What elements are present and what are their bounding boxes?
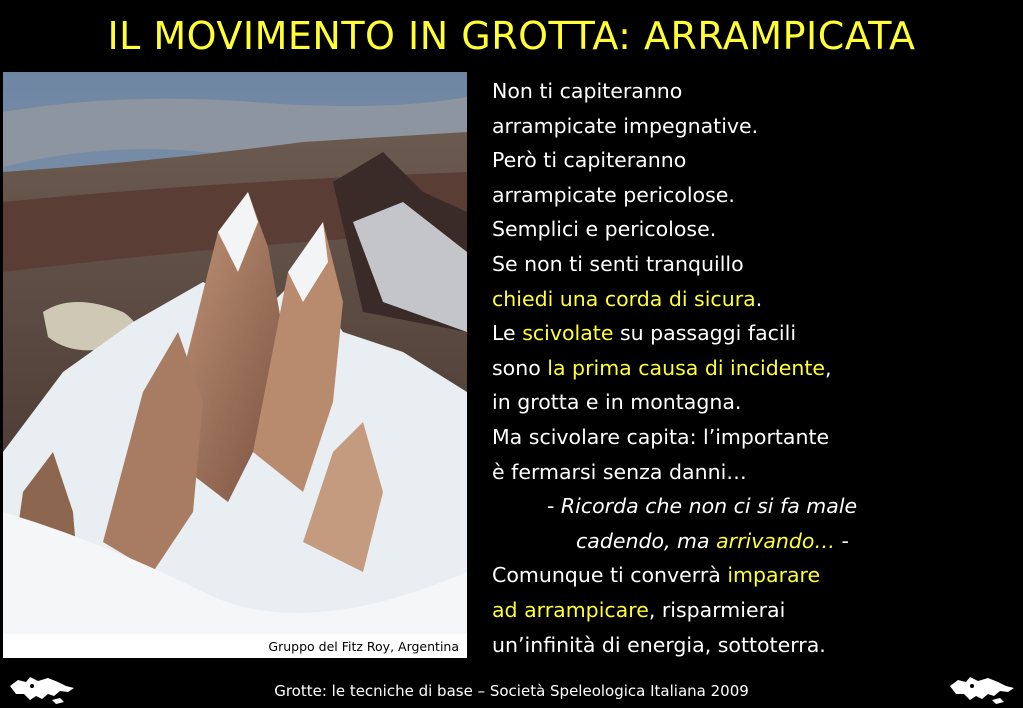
- text-line: [492, 316, 1012, 351]
- text-fragment: Comunque ti converrà: [492, 563, 728, 588]
- italy-map-logo-right-icon: [948, 672, 1018, 706]
- photo-frame: [3, 72, 467, 658]
- text-fragment: -: [547, 494, 561, 519]
- highlight-text: arrivando…: [716, 528, 835, 553]
- text-line: Ma scivolare capita: l’importante: [492, 424, 830, 449]
- body-text: [492, 74, 1012, 662]
- mountain-photo: [3, 72, 467, 634]
- text-line: [492, 593, 1012, 628]
- highlight-text: chiedi una corda di sicura: [492, 286, 756, 311]
- text-line: Semplici e pericolose.: [492, 217, 717, 242]
- text-line: è fermarsi senza danni…: [492, 459, 747, 484]
- text-line: [492, 282, 1012, 317]
- text-fragment: su passaggi facili: [613, 321, 797, 346]
- text-fragment: -: [834, 528, 849, 553]
- text-line: Se non ti senti tranquillo: [492, 251, 744, 276]
- text-line: Però ti capiteranno: [492, 148, 687, 173]
- highlight-text: ad arrampicare: [492, 597, 649, 622]
- slide-title: IL MOVIMENTO IN GROTTA: ARRAMPICATA: [107, 14, 916, 58]
- text-line: in grotta e in montagna.: [492, 390, 742, 415]
- text-fragment: Le: [492, 321, 523, 346]
- highlight-text: imparare: [727, 563, 821, 588]
- photo-caption: Gruppo del Fitz Roy, Argentina: [268, 639, 459, 654]
- text-line: Non ti capiteranno: [492, 79, 683, 103]
- text-fragment: .: [755, 286, 763, 311]
- highlight-text: la prima causa di incidente: [547, 355, 825, 380]
- text-fragment: , risparmierai: [648, 597, 786, 622]
- italic-text: Ricorda che non ci si fa male: [560, 494, 858, 519]
- text-line: [492, 489, 1012, 524]
- highlight-text: scivolate: [522, 321, 614, 346]
- text-fragment: sono: [492, 355, 548, 380]
- italic-text: cadendo, ma: [576, 528, 717, 553]
- text-line: un’infinità di energia, sottoterra.: [492, 632, 826, 657]
- text-line: arrampicate pericolose.: [492, 182, 735, 207]
- text-line: [492, 351, 1012, 386]
- text-line: [492, 524, 1012, 559]
- text-line: arrampicate impegnative.: [492, 113, 759, 138]
- text-fragment: ,: [824, 355, 832, 380]
- text-line: [492, 558, 1012, 593]
- footer-text: Grotte: le tecniche di base – Società Speleologica Italiana 2009: [274, 682, 749, 700]
